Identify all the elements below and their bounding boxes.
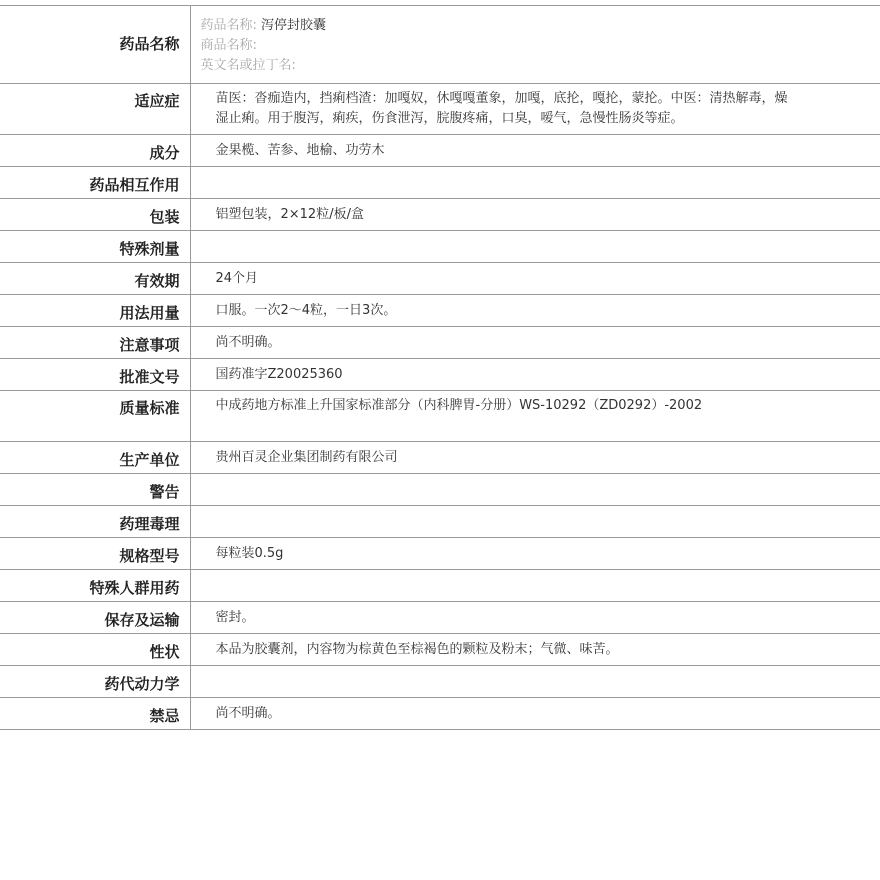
row-label: 性状 (0, 634, 190, 666)
row-pharmacokinetics (0, 666, 880, 698)
row-interactions (0, 167, 880, 199)
row-indications (0, 84, 880, 135)
row-label: 规格型号 (0, 538, 190, 570)
row-label: 用法用量 (0, 295, 190, 327)
row-pharmacology (0, 506, 880, 538)
row-special-population (0, 570, 880, 602)
pharmacokinetics-value (190, 666, 880, 698)
row-label: 警告 (0, 474, 190, 506)
precautions-value: 尚不明确。 (190, 327, 880, 359)
row-label: 特殊人群用药 (0, 570, 190, 602)
row-specification (0, 538, 880, 570)
ingredients-value: 金果榄、苦参、地榆、功劳木 (190, 135, 880, 167)
row-label: 注意事项 (0, 327, 190, 359)
row-label: 保存及运输 (0, 602, 190, 634)
specification-value: 每粒装0.5g (190, 538, 880, 570)
row-precautions (0, 327, 880, 359)
english-name-line (201, 56, 880, 76)
row-label: 药品相互作用 (0, 167, 190, 199)
row-label: 适应症 (0, 84, 190, 135)
row-storage (0, 602, 880, 634)
drug-name-block (190, 6, 880, 84)
row-label: 批准文号 (0, 359, 190, 391)
interactions-value (190, 167, 880, 199)
generic-name-line (201, 16, 880, 36)
package-value: 铝塑包装，2×12粒/板/盒 (190, 199, 880, 231)
row-label: 成分 (0, 135, 190, 167)
special-dosage-value (190, 231, 880, 263)
indications-value: 苗医：沓痂造内，挡痢档渣：加嘎奴，休嘎嘎董象，加嘎，底抡，嘎抡，蒙抡。中医：清热解毒，燥湿止痢。用于腹泻，痢疾，伤食泄泻，脘腹疼痛，口臭，嗳气，急慢性肠炎等症。 (190, 84, 880, 135)
row-label: 有效期 (0, 263, 190, 295)
row-ingredients (0, 135, 880, 167)
english-name-key: 英文名或拉丁名: (200, 58, 296, 73)
pharmacology-value (190, 506, 880, 538)
row-special-dosage (0, 231, 880, 263)
row-drug-name (0, 6, 880, 84)
manufacturer-value: 贵州百灵企业集团制药有限公司 (190, 442, 880, 474)
generic-name-key: 药品名称: (200, 18, 257, 33)
row-label: 生产单位 (0, 442, 190, 474)
trade-name-line (201, 36, 880, 56)
contraindications-value: 尚不明确。 (190, 698, 880, 730)
row-package (0, 199, 880, 231)
row-usage (0, 295, 880, 327)
usage-value: 口服。一次2～4粒，一日3次。 (190, 295, 880, 327)
row-label: 包装 (0, 199, 190, 231)
storage-value: 密封。 (190, 602, 880, 634)
warning-value (190, 474, 880, 506)
row-label: 特殊剂量 (0, 231, 190, 263)
row-label: 药代动力学 (0, 666, 190, 698)
row-contraindications (0, 698, 880, 730)
row-warning (0, 474, 880, 506)
trade-name-key: 商品名称: (200, 38, 257, 53)
row-label: 禁忌 (0, 698, 190, 730)
generic-name-value: 泻停封胶囊 (261, 18, 327, 33)
row-quality-standard (0, 391, 880, 442)
drug-info-table (0, 5, 880, 730)
special-population-value (190, 570, 880, 602)
approval-number-value: 国药准字Z20025360 (190, 359, 880, 391)
row-shelf-life (0, 263, 880, 295)
row-appearance (0, 634, 880, 666)
quality-standard-value: 中成药地方标准上升国家标准部分（内科脾胃-分册）WS-10292（ZD0292）-2002 (190, 391, 880, 442)
row-label: 药理毒理 (0, 506, 190, 538)
row-approval-number (0, 359, 880, 391)
row-manufacturer (0, 442, 880, 474)
row-label: 药品名称 (0, 6, 190, 84)
shelf-life-value: 24个月 (190, 263, 880, 295)
row-label: 质量标准 (0, 391, 190, 442)
appearance-value: 本品为胶囊剂，内容物为棕黄色至棕褐色的颗粒及粉末；气微、味苦。 (190, 634, 880, 666)
